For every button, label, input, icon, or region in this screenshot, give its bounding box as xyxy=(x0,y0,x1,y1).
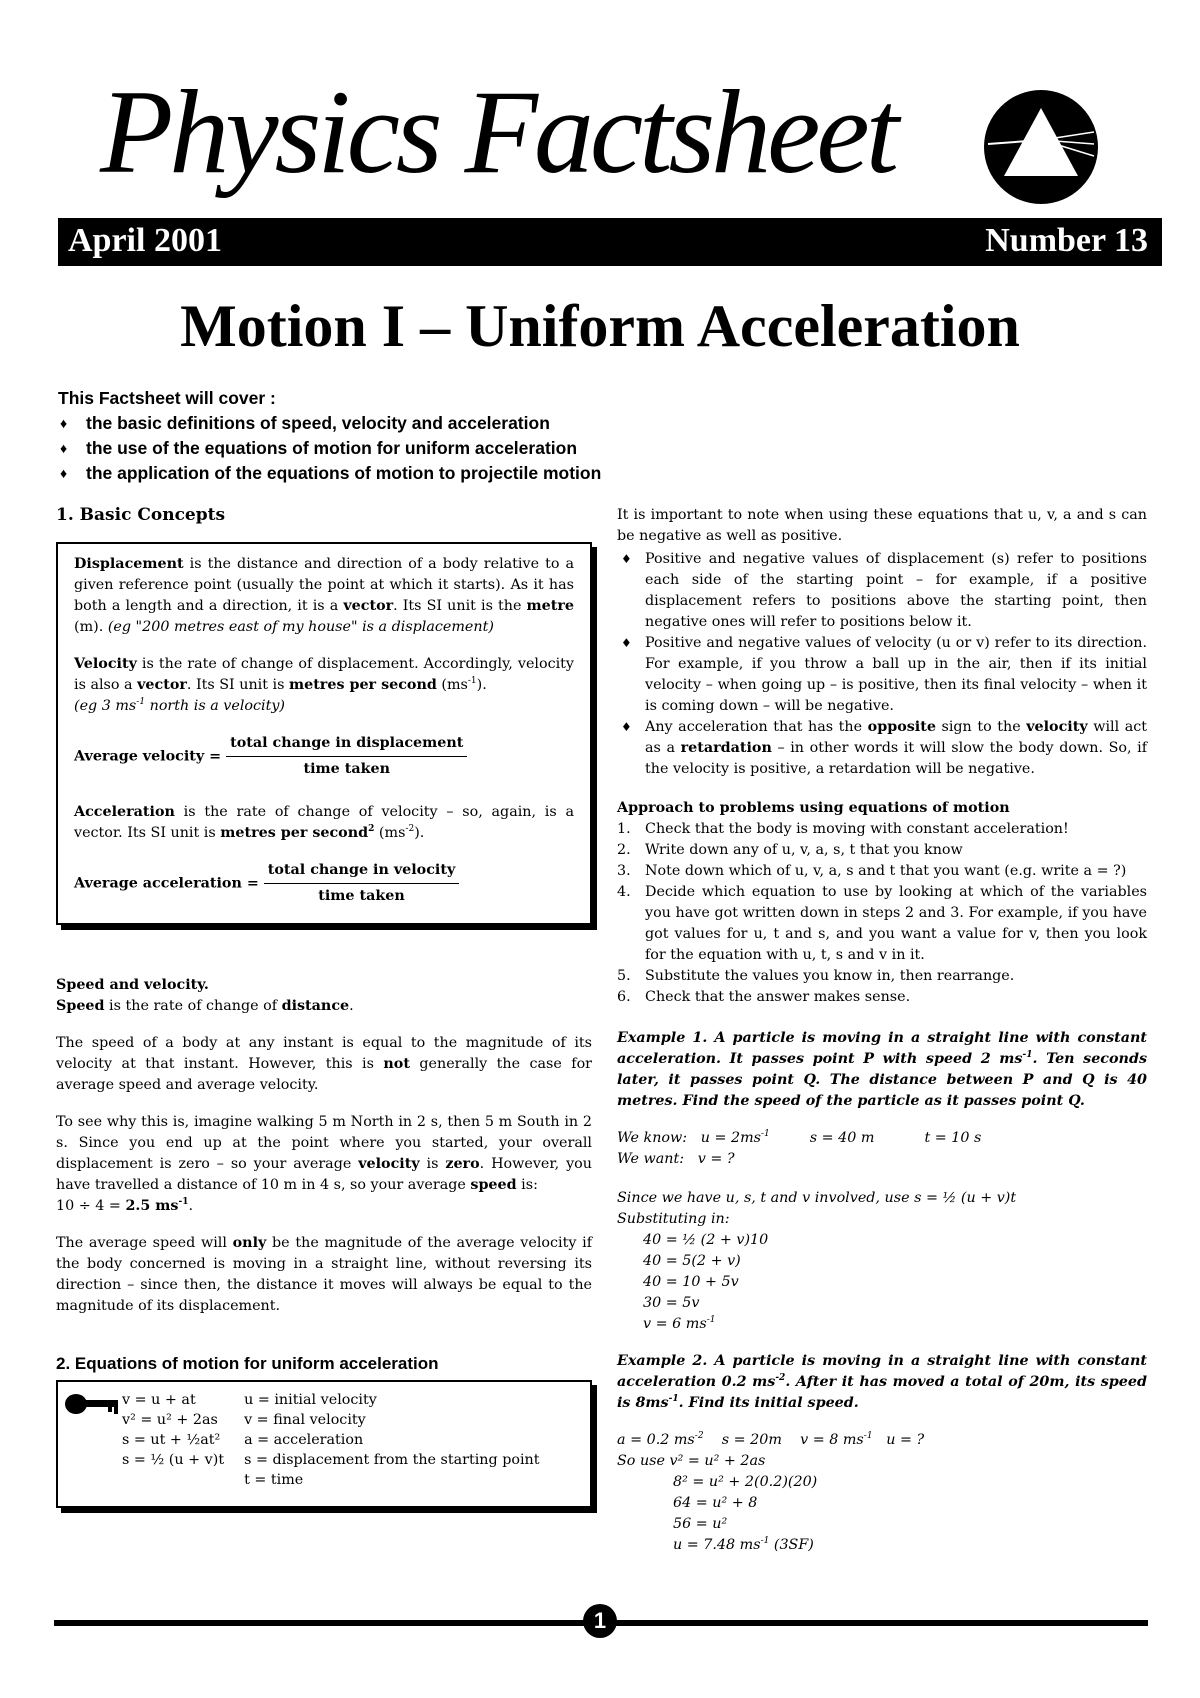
step: 2. Write down any of u, v, a, s, t that you know xyxy=(617,842,963,858)
paragraph: The speed of a body at any instant is equal to the magnitude of its velocity at that instant. However, this is not generally the case for average speed and average velocity. xyxy=(56,1035,593,1093)
cover-item: ♦ the application of the equations of motion to projectile motion xyxy=(58,461,698,486)
paragraph: To see why this is, imagine walking 5 m North in 2 s, then 5 m South in 2 s. Since you end up at the point where you started, your overall displacement is zero – so your average velocity is zero. However, you have travelled a distance of 10 m in 4 s, so your average speed is: 10 ÷ 4 = 2.5 $ms^{-1}$. xyxy=(56,1114,592,1214)
equation: s = ut + ½at² xyxy=(122,1432,221,1448)
left-column xyxy=(56,505,592,1508)
step: 5. Substitute the values you know in, then rearrange. xyxy=(617,968,1015,984)
right-column xyxy=(617,505,1147,1556)
page-title: Motion I – Uniform Acceleration xyxy=(180,293,1020,359)
step: 4. Decide which equation to use by looking at which of the variables you have got written down in steps 2 and 3. For example, if you have got values for u, t and s, and you want a value for v, then you look for the equation with u, t, s and v in it. xyxy=(617,884,1147,963)
bullet: ♦ Positive and negative values of displacement (s) refer to positions each side of the starting point – for example, if a positive displacement refers to positions above the starting point, then negative ones will refer to positions below it. xyxy=(617,549,1147,633)
step: 6. Check that the answer makes sense. xyxy=(617,989,911,1005)
equation: v = u + at xyxy=(122,1392,196,1408)
example-2-statement: Example 2. A particle is moving in a straight line with constant acceleration 0.2 $ms^{-2}$. After it has moved a total of 20m, its speed is $8ms^{-1}$. Find its initial speed. xyxy=(617,1353,1147,1411)
key-icon xyxy=(64,1392,122,1416)
cover-list xyxy=(58,386,698,486)
equations-box xyxy=(56,1380,592,1508)
step: 1. Check that the body is moving with constant acceleration! xyxy=(617,821,1069,837)
displacement-definition: Displacement is the distance and direction of a body relative to a given reference point (usually the point at which it starts). As it has both a length and a direction, it is a vector. Its SI unit is the metre (m). (eg "200 metres east of my house" is a displacement) xyxy=(74,556,574,635)
issue-banner xyxy=(58,218,1162,266)
sign-note: It is important to note when using these equations that u, v, a and s can be negative as well as positive. xyxy=(617,507,1147,544)
page-number: 1 xyxy=(583,1604,617,1638)
speed-heading: Speed and velocity. xyxy=(56,977,209,993)
prism-logo-icon xyxy=(982,88,1100,206)
equation: s = ½ (u + v)t xyxy=(122,1452,225,1468)
average-acceleration-formula: Average acceleration = $\frac{\text{total change in velocity}}{\text{time taken}}$ xyxy=(74,860,574,907)
bullet: ♦ Any acceleration that has the opposite sign to the velocity will act as a retardation – in other words it will slow the body down. So, if the velocity is positive, a retardation will be negative. xyxy=(617,717,1147,780)
sign-bullets xyxy=(617,549,1147,780)
equation: v² = u² + 2as xyxy=(122,1412,218,1428)
approach-heading: Approach to problems using equations of motion xyxy=(617,800,1010,816)
example-2-solution: a = 0.2 $ms^{-2}$ s = 20m v = 8 $ms^{-1}$ u = ? So use v² = u² + 2as 8² = u² + 2(0.2)(20) 64 = u² + 8 56 = u² u = 7.48 $ms^{-1}$ (3SF) xyxy=(617,1431,925,1553)
approach-steps xyxy=(617,819,1147,1008)
issue-number: Number 13 xyxy=(985,222,1148,259)
example-1-solution: We know: $u = 2ms^{-1}$ s = 40 m t = 10 s We want: v = ? Since we have u, s, t and v involved, use s = ½ (u + v)t Substituting in: 40 = ½ (2 + v)10 40 = 5(2 + v) 40 = 10 + 5v 30 = 5v v = 6 $ms^{-1}$ xyxy=(617,1129,1017,1332)
step: 3. Note down which of u, v, a, s and t that you want (e.g. write a = ?) xyxy=(617,863,1127,879)
paragraph: The average speed will only be the magnitude of the average velocity if the body concerned is moving in a straight line, without reversing its direction – since then, the distance it moves will always be equal to the magnitude of its displacement. xyxy=(56,1235,592,1314)
section-heading: 2. Equations of motion for uniform acceleration xyxy=(56,1354,439,1373)
variable-definition: a = acceleration xyxy=(244,1432,364,1448)
acceleration-definition: Acceleration is the rate of change of velocity – so, again, is a vector. Its SI unit is metres per second$^2$ $(ms^{-2})$. xyxy=(74,804,574,841)
average-velocity-formula: Average velocity = $\frac{\text{total change in displacement}}{\text{time taken}}$ xyxy=(74,733,574,780)
cover-item: ♦ the basic definitions of speed, velocity and acceleration xyxy=(58,411,698,436)
variable-definition: v = final velocity xyxy=(244,1412,366,1428)
variable-definition: s = displacement from the starting point xyxy=(244,1452,540,1468)
variable-definition: t = time xyxy=(244,1472,304,1488)
issue-date: April 2001 xyxy=(68,222,222,259)
brand-title: Physics Factsheet xyxy=(100,65,896,198)
equation xyxy=(122,1470,244,1490)
speed-definition: Speed is the rate of change of distance. xyxy=(56,998,354,1014)
equations-table xyxy=(122,1390,560,1490)
section-heading: 1. Basic Concepts xyxy=(56,505,226,525)
example-1-statement: Example 1. A particle is moving in a straight line with constant acceleration. It passes point P with speed 2 $ms^{-1}$. Ten seconds later, it passes point Q. The distance between P and Q is 40 metres. Find the speed of the particle as it passes point Q. xyxy=(617,1030,1147,1109)
velocity-definition: Velocity is the rate of change of displacement. Accordingly, velocity is also a vector. Its SI unit is metres per second $(ms^{-1})$. (eg 3 $ms^{-1}$ north is a velocity) xyxy=(74,656,574,714)
cover-intro: This Factsheet will cover : xyxy=(58,388,276,408)
bullet: ♦ Positive and negative values of velocity (u or v) refer to its direction. For example, if you throw a ball up in the air, then if its initial velocity – when going up – is positive, then its final velocity – when it is coming down – will be negative. xyxy=(617,633,1147,717)
cover-item: ♦ the use of the equations of motion for uniform acceleration xyxy=(58,436,698,461)
definitions-box xyxy=(56,542,592,925)
variable-definition: u = initial velocity xyxy=(244,1392,377,1408)
